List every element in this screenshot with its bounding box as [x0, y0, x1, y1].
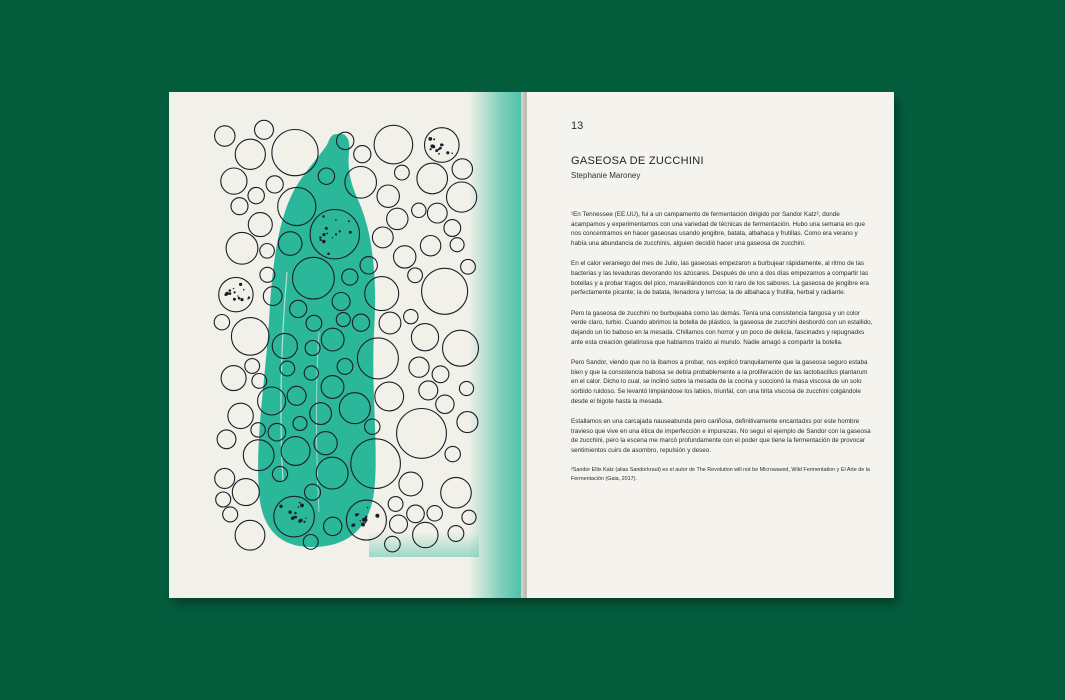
bubble — [412, 203, 426, 217]
bubble — [374, 125, 413, 164]
bubble — [354, 146, 371, 163]
speckle — [325, 227, 328, 230]
speckle — [375, 514, 379, 518]
bubble — [221, 366, 246, 391]
bubble — [216, 492, 231, 507]
speckle — [435, 149, 438, 152]
speckle — [225, 292, 229, 296]
speckle — [306, 518, 307, 519]
bubble — [272, 130, 318, 176]
speckle — [365, 519, 367, 521]
bubble — [422, 268, 468, 314]
bubble — [215, 468, 235, 488]
speckle — [239, 283, 242, 286]
speckle — [298, 506, 300, 508]
speckle — [322, 233, 325, 236]
speckle — [367, 507, 369, 509]
bubble — [450, 238, 464, 252]
speckle — [438, 153, 440, 155]
paragraph: Pero la gaseosa de zucchini no burbujeaba como las demás. Tenía una consistencia fangosa y un color verde claro, turbio. Cuando abrimos la botella de plástico, la gaseosa de zucchini desbordó con un estallido, dejando un lío baboso en la mesada. Chillamos con horror y un poco de delicia, fascinadxs y repugnadxs ante esta creación gelatinosa que hablamos traído al mundo. Nadie amagó a compartir la botella. — [571, 309, 873, 346]
bubble — [444, 220, 461, 237]
speckle — [322, 215, 324, 217]
speckle — [327, 253, 330, 256]
bubble — [372, 227, 393, 248]
speckle — [361, 523, 365, 527]
bubble — [248, 187, 264, 203]
speckle — [299, 502, 301, 504]
bubble — [408, 268, 423, 283]
speckle — [319, 239, 321, 241]
speckle — [295, 516, 297, 518]
bubble — [217, 430, 236, 449]
speckle — [349, 231, 352, 234]
speckle — [440, 143, 443, 146]
zucchini-bubbles-illustration — [169, 92, 524, 598]
bubble — [436, 395, 454, 413]
speckle — [237, 295, 238, 296]
speckle — [288, 510, 291, 513]
bubble — [409, 357, 429, 377]
speckle — [233, 288, 234, 289]
speckle — [298, 520, 301, 523]
bubble — [419, 381, 438, 400]
page-number: 13 — [571, 120, 584, 132]
bubble — [441, 477, 472, 508]
bubble — [255, 120, 274, 139]
article-title: GASEOSA DE ZUCCHINI — [571, 155, 704, 167]
bubble — [395, 165, 410, 180]
speckle — [335, 233, 337, 235]
footnote: ²Sandor Ellix Katz (alias Sandorkraut) es el autor de The Revolution will not be Microwaved, Wild Fermentation y El Arte de la Fermentación (Gaia, 2017). — [571, 467, 870, 483]
speckle — [233, 298, 236, 301]
paragraph: Pero Sandor, viendo que no la íbamos a probar, nos explicó tranquilamente que la gaseosa seguro estaba bien y que la consistencia babosa se debía probablemente a la proliferación de las lactobacillus plantarum en el calor. Dicho lo cual, se inclinó sobre la mesada de la cocina y succionó la masa viscosa de un solo sorbido ruidoso. Se levantó limpiándose los labios, triunfal, con una tirita viscosa de zucchini colgándole desde el bigote hasta la mesada. — [571, 359, 868, 405]
speckle — [294, 512, 296, 514]
bubble — [427, 506, 442, 521]
speckle — [319, 236, 321, 238]
bubble — [228, 403, 253, 428]
bubble — [231, 198, 248, 215]
paragraph: Estallamos en una carcajada nauseabunda pero cariñosa, definitivamente encantadxs por este hombre travieso que vive en una ética de imperfección e impurezas. No seguí el ejemplo de Sandor con la gaseosa de zucchini, pero la escena me marcó profundamente con el poder que tiene la fermentación de provocar sentimientos cuirs de asombro, repulsión y deseo. — [571, 418, 871, 454]
bubble — [248, 213, 272, 237]
bubble — [427, 203, 447, 223]
speckle — [451, 153, 453, 155]
bubble — [445, 446, 460, 461]
speckle — [364, 521, 366, 523]
right-page-text — [527, 92, 894, 598]
bubble — [417, 163, 448, 194]
speckle — [348, 220, 350, 222]
speckle — [439, 147, 442, 150]
open-zine — [169, 92, 894, 598]
bubble — [266, 176, 283, 193]
speckle — [430, 148, 432, 150]
article-body — [571, 210, 873, 495]
speckle — [303, 521, 305, 523]
bubble — [399, 472, 423, 496]
speckle — [248, 296, 250, 298]
paragraph: En el calor veraniego del mes de Julio, las gaseosas empezaron a burbujear rápidamente, al ritmo de las bacterias y las levaduras devorando los azúcares. Después de uno a dos días empezamos a compartir las botellas y a probar tragos del pico, maravillándonos con lo raro de los sabores. La gaseosa de jengibre era perfectamente picante; la de batata, llenadora y terrosa; la de albahaca y frutilla, herbal y radiante. — [571, 260, 869, 297]
bubble — [375, 382, 404, 411]
speckle — [428, 137, 432, 141]
bubble — [420, 236, 440, 256]
bubble — [235, 520, 265, 550]
bubble — [219, 277, 253, 311]
bubble — [215, 126, 235, 146]
speckle — [229, 292, 232, 295]
speckle — [339, 230, 341, 232]
bubble — [411, 324, 438, 351]
speckle — [243, 289, 245, 291]
bubble — [390, 515, 408, 533]
bubble — [379, 312, 401, 334]
bubble — [388, 497, 403, 512]
paragraph: ¹En Tennessee (EE.UU), fui a un campamento de fermentación dirigido por Sandor Katz², donde acampamos y experimentamos con una variedad de técnicas de fermentación. Hubo una semana en que nos concentramos en hacer gaseosas usando jengibre, batata, albahaca y frutillas. Como era verano y había una abundancia de zucchinis, alguien decidió hacer una gaseosa de zucchini. — [571, 211, 866, 247]
speckle — [357, 513, 359, 515]
bubble — [260, 244, 275, 259]
teal-bottom-wash — [369, 532, 479, 557]
bubble — [226, 232, 258, 264]
bubble — [223, 507, 238, 522]
speckle — [300, 504, 304, 508]
bubble — [232, 479, 259, 506]
bubble — [231, 318, 269, 356]
speckle — [431, 144, 435, 148]
bubble — [407, 505, 425, 523]
speckle — [360, 520, 361, 521]
speckle — [240, 298, 243, 301]
bubble — [397, 409, 447, 459]
bubble — [214, 315, 229, 330]
speckle — [238, 297, 241, 300]
speckle — [335, 219, 337, 221]
speckle — [326, 233, 328, 235]
speckle — [291, 517, 294, 520]
speckle — [365, 516, 367, 518]
bubble — [221, 168, 247, 194]
speckle — [351, 524, 354, 527]
left-page-illustration — [169, 92, 524, 598]
bubble — [432, 366, 449, 383]
speckle — [332, 237, 333, 238]
bubble — [245, 359, 260, 374]
speckle — [322, 240, 326, 244]
bubble — [235, 139, 265, 169]
speckle — [234, 291, 236, 293]
speckle — [433, 138, 435, 140]
bubble — [377, 185, 399, 207]
article-author: Stephanie Maroney — [571, 171, 641, 180]
teal-edge-wash — [469, 92, 524, 598]
bubble — [394, 246, 416, 268]
bubble — [387, 208, 408, 229]
speckle — [279, 505, 282, 508]
speckle — [446, 151, 449, 154]
bubble — [404, 309, 418, 323]
speckle — [229, 289, 232, 292]
